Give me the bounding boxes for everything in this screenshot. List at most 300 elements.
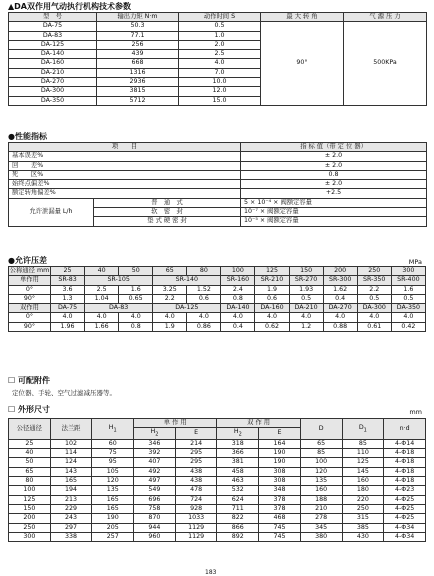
table-cell: 2.2 [357, 285, 391, 294]
column-header: 300 [391, 267, 425, 276]
table-row [9, 198, 427, 207]
table-cell: 210 [300, 504, 342, 513]
actuator-params-table [8, 12, 427, 106]
table-cell: 439 [97, 50, 179, 59]
table-cell: 438 [175, 467, 217, 476]
table-cell: 1.9 [153, 322, 187, 331]
column-header [217, 428, 259, 440]
column-header: E [259, 428, 301, 440]
pressure-section [8, 256, 426, 332]
table-cell: 532 [217, 486, 259, 495]
table-cell: 190 [92, 514, 134, 523]
table-cell: 0.6 [255, 294, 289, 303]
dimensions-section [8, 405, 426, 542]
table-cell: 1033 [175, 514, 217, 523]
table-cell: DA-160 [9, 59, 97, 68]
table-cell: 758 [134, 504, 176, 513]
table-cell: 164 [259, 439, 301, 448]
table-cell: 垫 式 硬 密 封 [94, 217, 241, 226]
table-cell: 1129 [175, 532, 217, 541]
column-header: 200 [323, 267, 357, 276]
table-cell: 205 [92, 523, 134, 532]
table-cell: 928 [175, 504, 217, 513]
table-row [9, 477, 426, 486]
table-cell: 308 [259, 467, 301, 476]
table-row [9, 170, 427, 179]
column-header: 动作时间 S [179, 13, 261, 22]
model-cell: DA-125 [153, 304, 221, 313]
table-row [9, 304, 426, 313]
table-row [9, 495, 426, 504]
table-cell: 295 [175, 449, 217, 458]
table-cell: 2936 [97, 78, 179, 87]
table-cell: 668 [97, 59, 179, 68]
table-cell: 5712 [97, 96, 179, 105]
table-cell: 4.0 [153, 313, 187, 322]
model-cell: DA-350 [391, 304, 425, 313]
table-cell: 15.0 [179, 96, 261, 105]
pressure-table [8, 266, 426, 332]
table-cell: 160 [342, 477, 384, 486]
row-label: 0° [9, 285, 51, 294]
model-cell: DA-83 [85, 304, 153, 313]
table-cell: DA-270 [9, 78, 97, 87]
table-cell: +2.5 [241, 189, 427, 198]
table-cell: 12.0 [179, 87, 261, 96]
table-cell: 4.0 [187, 313, 221, 322]
row-label: 双作用 [9, 304, 51, 313]
header-text: H [108, 423, 114, 431]
table-cell: 50.3 [97, 22, 179, 31]
column-header: 125 [255, 267, 289, 276]
table-cell: 0.4 [323, 294, 357, 303]
table-cell: 0.4 [221, 322, 255, 331]
table-cell: 497 [134, 477, 176, 486]
table-row [9, 514, 426, 523]
table-cell: 944 [134, 523, 176, 532]
table-cell: 463 [217, 477, 259, 486]
model-cell: DA-270 [323, 304, 357, 313]
actuator-params-title: ▲DA双作用气动执行机构技术参数 [8, 2, 131, 11]
table-cell: 1.6 [119, 285, 153, 294]
column-header: 40 [85, 267, 119, 276]
table-cell: 95 [92, 458, 134, 467]
table-cell: 40 [9, 449, 51, 458]
table-cell: 4.0 [289, 313, 323, 322]
table-row [9, 189, 427, 198]
table-row [9, 458, 426, 467]
table-cell: 4-Φ18 [384, 458, 426, 467]
table-cell: 1.62 [323, 285, 357, 294]
table-cell: 478 [175, 486, 217, 495]
table-cell: 492 [134, 467, 176, 476]
table-cell: 243 [50, 514, 92, 523]
column-header: 指 标 值（带 定 位 器） [241, 143, 427, 152]
table-cell: 124 [50, 458, 92, 467]
column-header: 法兰距 [50, 419, 92, 440]
table-cell: 114 [50, 449, 92, 458]
model-cell: DA-160 [255, 304, 289, 313]
table-cell: 80 [9, 477, 51, 486]
table-cell: 77.1 [97, 31, 179, 40]
table-cell: 10⁻⁵ × 阀额定容量 [241, 217, 427, 226]
table-cell: 213 [50, 495, 92, 504]
table-row [9, 486, 426, 495]
header-subscript: 1 [363, 426, 367, 433]
performance-title: ●性能指标 [8, 132, 47, 141]
table-cell: 4-Φ34 [384, 523, 426, 532]
table-cell: 0.5 [357, 294, 391, 303]
table-cell: 745 [259, 532, 301, 541]
max-angle-cell: 90° [261, 22, 344, 106]
model-cell: SR-83 [51, 276, 85, 285]
table-cell: DA-140 [9, 50, 97, 59]
air-pressure-cell: 500KPa [344, 22, 427, 106]
table-cell: 135 [300, 477, 342, 486]
model-cell: SR-105 [85, 276, 153, 285]
column-header: 150 [289, 267, 323, 276]
table-cell: 407 [134, 458, 176, 467]
row-label: 0° [9, 313, 51, 322]
table-cell: 额定转角偏差% [9, 189, 241, 198]
model-cell: DA-75 [51, 304, 85, 313]
table-cell: 297 [50, 523, 92, 532]
table-cell: 75 [92, 449, 134, 458]
table-cell: 822 [217, 514, 259, 523]
table-cell: 1.9 [255, 285, 289, 294]
table-cell: 278 [300, 514, 342, 523]
table-cell: 295 [175, 458, 217, 467]
table-cell: 始终点偏差% [9, 180, 241, 189]
model-cell: SR-300 [323, 276, 357, 285]
table-cell: 0.86 [187, 322, 221, 331]
table-cell: 385 [342, 523, 384, 532]
table-cell: 4-Φ18 [384, 477, 426, 486]
table-cell: 348 [259, 486, 301, 495]
table-row [9, 285, 426, 294]
table-cell: 50 [9, 458, 51, 467]
table-cell: DA-300 [9, 87, 97, 96]
column-header: 最 大 转 角 [261, 13, 344, 22]
table-cell: 549 [134, 486, 176, 495]
table-cell: 4-Φ18 [384, 449, 426, 458]
table-cell: 65 [9, 467, 51, 476]
table-cell: 0.61 [357, 322, 391, 331]
column-header [342, 419, 384, 440]
performance-section [8, 132, 426, 227]
table-row [9, 143, 427, 152]
table-cell: 死 区% [9, 170, 241, 179]
column-header: 25 [51, 267, 85, 276]
table-cell: 4-Φ25 [384, 504, 426, 513]
table-row [9, 294, 426, 303]
model-cell: SR-400 [391, 276, 425, 285]
table-cell: 3815 [97, 87, 179, 96]
table-row [9, 532, 426, 541]
table-cell: 430 [342, 532, 384, 541]
table-cell: 345 [300, 523, 342, 532]
dimensions-table [8, 418, 426, 542]
table-cell: DA-75 [9, 22, 97, 31]
table-cell: 438 [175, 477, 217, 486]
table-cell: 基本误差% [9, 152, 241, 161]
column-header: 80 [187, 267, 221, 276]
table-row [9, 439, 426, 448]
column-header: 双 作 用 [217, 419, 300, 428]
table-cell: 188 [300, 495, 342, 504]
table-cell: 1.04 [85, 294, 119, 303]
column-header: 单 作 用 [134, 419, 217, 428]
column-header: 50 [119, 267, 153, 276]
table-row [9, 419, 426, 428]
model-cell: SR-350 [357, 276, 391, 285]
table-cell: 2.0 [179, 40, 261, 49]
table-cell: 125 [342, 458, 384, 467]
table-cell: 4.0 [391, 313, 425, 322]
table-cell: 3.25 [153, 285, 187, 294]
table-cell: 190 [259, 458, 301, 467]
table-cell: 4.0 [221, 313, 255, 322]
model-cell: SR-160 [221, 276, 255, 285]
table-cell: 2.4 [221, 285, 255, 294]
table-cell: 125 [9, 495, 51, 504]
table-cell: ± 2.0 [241, 180, 427, 189]
table-row [9, 13, 427, 22]
table-cell: 0.5 [391, 294, 425, 303]
table-cell: 85 [342, 439, 384, 448]
table-cell: 0.8 [241, 170, 427, 179]
model-cell: SR-140 [153, 276, 221, 285]
column-header: 100 [221, 267, 255, 276]
table-cell: 300 [9, 532, 51, 541]
table-cell: ± 2.0 [241, 152, 427, 161]
table-cell: 25 [9, 439, 51, 448]
column-header: n·d [384, 419, 426, 440]
table-cell: 4.0 [255, 313, 289, 322]
table-cell: 100 [300, 458, 342, 467]
leak-label: 允许泄漏量 L/h [9, 198, 94, 226]
table-cell: 0.6 [187, 294, 221, 303]
table-cell: 1.66 [85, 322, 119, 331]
column-header: 65 [153, 267, 187, 276]
pressure-unit: MPa [408, 258, 422, 266]
table-row [9, 161, 427, 170]
dimensions-title: ☐ 外形尺寸 [8, 405, 50, 414]
table-row [9, 504, 426, 513]
column-header: 250 [357, 267, 391, 276]
table-cell: DA-210 [9, 68, 97, 77]
table-cell: 4.0 [51, 313, 85, 322]
table-cell: 308 [259, 477, 301, 486]
table-cell: 4-Φ14 [384, 439, 426, 448]
table-cell: 892 [217, 532, 259, 541]
table-cell: 2.5 [85, 285, 119, 294]
table-cell: 2.2 [153, 294, 187, 303]
table-cell: 711 [217, 504, 259, 513]
table-cell: 1.3 [51, 294, 85, 303]
table-cell: 1.2 [289, 322, 323, 331]
actuator-params-section [8, 2, 426, 106]
table-cell: 318 [217, 439, 259, 448]
table-row [9, 467, 426, 476]
table-cell: 0.8 [119, 322, 153, 331]
table-cell: 315 [342, 514, 384, 523]
table-cell: 257 [92, 532, 134, 541]
table-cell: 135 [92, 486, 134, 495]
table-cell: 1316 [97, 68, 179, 77]
table-cell: 4.0 [179, 59, 261, 68]
table-row [9, 152, 427, 161]
model-cell: SR-270 [289, 276, 323, 285]
accessories-desc: 定位器、手轮、空气过滤减压器等。 [12, 389, 116, 397]
table-cell: 150 [9, 504, 51, 513]
table-row [9, 313, 426, 322]
table-cell: 120 [300, 467, 342, 476]
table-cell: 100 [9, 486, 51, 495]
table-cell: 381 [217, 458, 259, 467]
table-cell: 4.0 [323, 313, 357, 322]
table-cell: 120 [92, 477, 134, 486]
column-header: 输出力矩 N·m [97, 13, 179, 22]
table-cell: 338 [50, 532, 92, 541]
table-cell: 346 [134, 439, 176, 448]
table-cell: 105 [92, 467, 134, 476]
dimensions-unit: mm [409, 408, 422, 416]
table-cell: 458 [217, 467, 259, 476]
table-cell: 85 [300, 449, 342, 458]
table-cell: 378 [259, 504, 301, 513]
table-cell: DA-83 [9, 31, 97, 40]
page-number: 183 [205, 569, 217, 576]
header-subscript: 2 [238, 431, 242, 438]
table-cell: 378 [259, 495, 301, 504]
table-cell: 392 [134, 449, 176, 458]
row-label: 单作用 [9, 276, 51, 285]
table-cell: 250 [342, 504, 384, 513]
table-cell: 65 [300, 439, 342, 448]
table-cell: DA-125 [9, 40, 97, 49]
table-cell: 4-Φ23 [384, 486, 426, 495]
table-cell: 0.5 [289, 294, 323, 303]
table-cell: 3.6 [51, 285, 85, 294]
table-cell: 960 [134, 532, 176, 541]
column-header: D [300, 419, 342, 440]
table-cell: 624 [217, 495, 259, 504]
table-cell: 102 [50, 439, 92, 448]
table-cell: 1.96 [51, 322, 85, 331]
row-label: 公称通径 mm [9, 267, 50, 274]
table-cell: 4.0 [357, 313, 391, 322]
table-cell: 165 [92, 495, 134, 504]
table-cell: 145 [342, 467, 384, 476]
header-subscript: 1 [113, 426, 117, 433]
header-text: H [233, 428, 239, 436]
table-cell: 4-Φ34 [384, 532, 426, 541]
table-cell: 1.0 [179, 31, 261, 40]
table-cell: 7.0 [179, 68, 261, 77]
header-subscript: 2 [155, 431, 159, 438]
table-row [9, 523, 426, 532]
table-cell: 1.52 [187, 285, 221, 294]
table-cell: 4.0 [85, 313, 119, 322]
table-cell: 0.5 [179, 22, 261, 31]
table-cell: 4-Φ25 [384, 495, 426, 504]
table-cell: 165 [50, 477, 92, 486]
accessories-section [8, 376, 426, 399]
table-cell: 250 [9, 523, 51, 532]
table-cell: 0.65 [119, 294, 153, 303]
accessories-title: ☐ 可配附件 [8, 376, 50, 385]
table-cell: 194 [50, 486, 92, 495]
table-cell: 380 [300, 532, 342, 541]
table-cell: 60 [92, 439, 134, 448]
model-cell: SR-210 [255, 276, 289, 285]
table-cell: 180 [342, 486, 384, 495]
table-cell: 229 [50, 504, 92, 513]
table-cell: 866 [217, 523, 259, 532]
table-cell: 4.0 [119, 313, 153, 322]
column-header: 项 目 [9, 143, 241, 152]
table-cell: 110 [342, 449, 384, 458]
table-cell: DA-350 [9, 96, 97, 105]
pressure-title: ●允许压差 [8, 256, 47, 265]
table-cell: 普 通 式 [94, 198, 241, 207]
table-cell: 软 密 封 [94, 208, 241, 217]
table-cell: 143 [50, 467, 92, 476]
table-cell: 696 [134, 495, 176, 504]
table-cell: 160 [300, 486, 342, 495]
table-cell: 2.5 [179, 50, 261, 59]
column-header: 型 号 [9, 13, 97, 22]
table-cell: 0.88 [323, 322, 357, 331]
table-row [9, 322, 426, 331]
table-cell: 724 [175, 495, 217, 504]
row-label: 90° [9, 322, 51, 331]
table-cell: ± 2.0 [241, 161, 427, 170]
table-row [9, 267, 426, 276]
table-cell: 745 [259, 523, 301, 532]
header-text: D [358, 423, 364, 431]
performance-table [8, 142, 427, 227]
model-cell: DA-300 [357, 304, 391, 313]
table-cell: 256 [97, 40, 179, 49]
table-cell: 1.6 [391, 285, 425, 294]
table-cell: 0.62 [255, 322, 289, 331]
table-cell: 200 [9, 514, 51, 523]
column-header [92, 419, 134, 440]
table-cell: 870 [134, 514, 176, 523]
table-cell: 回 差% [9, 161, 241, 170]
table-row [9, 22, 427, 31]
table-cell: 190 [259, 449, 301, 458]
table-cell: 366 [217, 449, 259, 458]
table-cell: 10⁻⁷ × 阀额定容量 [241, 208, 427, 217]
table-cell: 0.42 [391, 322, 425, 331]
table-cell: 0.8 [221, 294, 255, 303]
column-header [134, 428, 176, 440]
table-cell: 214 [175, 439, 217, 448]
model-cell: DA-210 [289, 304, 323, 313]
column-header: E [175, 428, 217, 440]
table-cell: 10.0 [179, 78, 261, 87]
model-cell: DA-140 [221, 304, 255, 313]
header-text: H [150, 428, 156, 436]
table-cell: 468 [259, 514, 301, 523]
row-label: 90° [9, 294, 51, 303]
table-cell: 1129 [175, 523, 217, 532]
table-row [9, 276, 426, 285]
table-cell: 4-Φ25 [384, 514, 426, 523]
